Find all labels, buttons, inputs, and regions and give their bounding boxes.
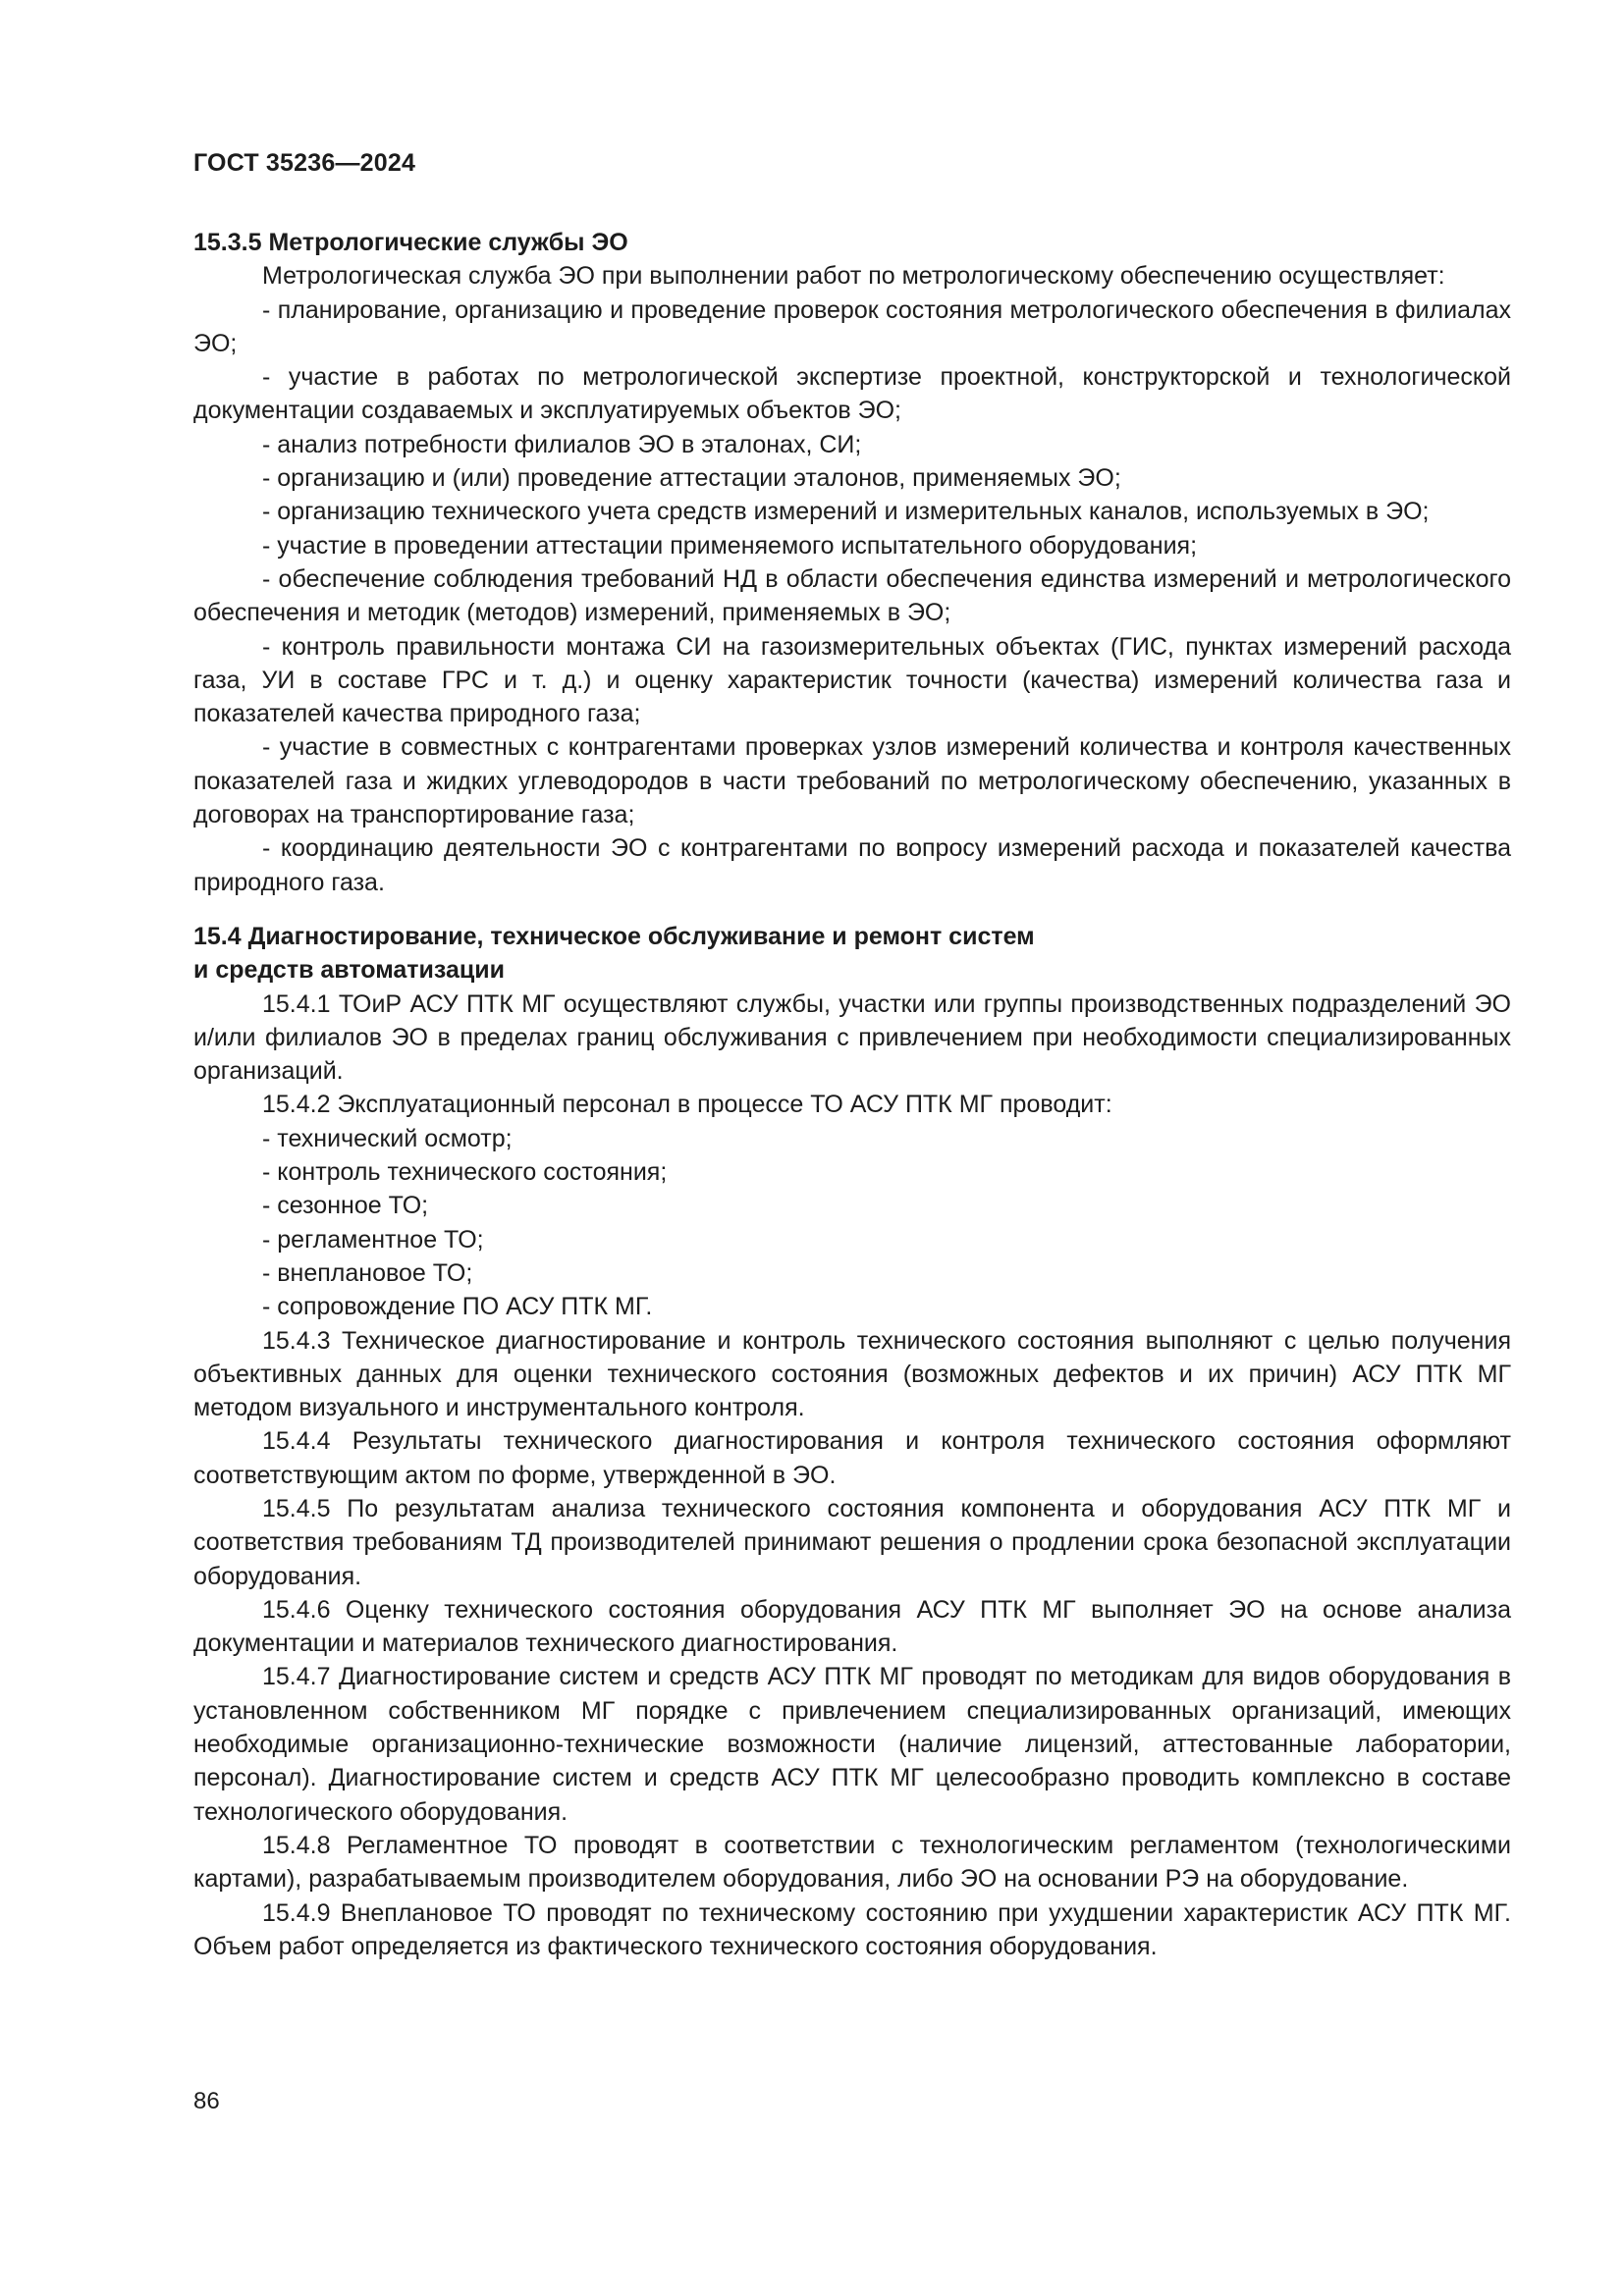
section-heading-15-4-line1: 15.4 Диагностирование, техническое обслуживание и ремонт систем (193, 922, 1035, 950)
paragraph: 15.4.1 ТОиР АСУ ПТК МГ осуществляют службы, участки или группы производственных подразделений ЭО и/или филиалов ЭО в пределах границ обслуживания с привлечением при необходимости специализированных организаций. (193, 989, 1511, 1086)
paragraph: 15.4.2 Эксплуатационный персонал в процессе ТО АСУ ПТК МГ проводит: (262, 1091, 1112, 1119)
paragraph: 15.4.6 Оценку технического состояния оборудования АСУ ПТК МГ выполняет ЭО на основе анализа документации и материалов технического диагностирования. (193, 1595, 1511, 1658)
list-item: - планирование, организацию и проведение проверок состояния метрологического обеспечения в филиалах ЭО; (193, 295, 1511, 357)
section-heading-15-4-line2: и средств автоматизации (193, 956, 505, 985)
list-item: - организацию технического учета средств измерений и измерительных каналов, используемых в ЭО; (262, 498, 1430, 526)
page-content (193, 226, 1511, 1963)
paragraph: 15.4.8 Регламентное ТО проводят в соответствии с технологическим регламентом (технологическими картами), разрабатываемым производителем оборудования, либо ЭО на основании РЭ на оборудование. (193, 1831, 1511, 1894)
list-item: - технический осмотр; (262, 1124, 513, 1152)
list-item: - регламентное ТО; (262, 1225, 484, 1254)
paragraph: 15.4.4 Результаты технического диагностирования и контроля технического состояния оформляют соответствующим актом по форме, утвержденной в ЭО. (193, 1427, 1511, 1489)
list-item: - внеплановое ТО; (262, 1258, 473, 1287)
paragraph: 15.4.9 Внеплановое ТО проводят по техническому состоянию при ухудшении характеристик АСУ ПТК МГ. Объем работ определяется из фактического технического состояния оборудования. (193, 1898, 1511, 1960)
paragraph: 15.4.3 Техническое диагностирование и контроль технического состояния выполняют с целью получения объективных данных для оценки технического состояния (возможных дефектов и их причин) АСУ ПТК МГ методом визуального и инструментального контроля. (193, 1326, 1511, 1422)
paragraph: 15.4.5 По результатам анализа технического состояния компонента и оборудования АСУ ПТК МГ и соответствия требованиям ТД производителей принимают решения о продлении срока безопасной эксплуатации оборудования. (193, 1494, 1511, 1590)
paragraph: Метрологическая служба ЭО при выполнении работ по метрологическому обеспечению осуществляет: (262, 262, 1445, 291)
page-number: 86 (193, 2088, 220, 2114)
list-item: - организацию и (или) проведение аттестации эталонов, применяемых ЭО; (262, 464, 1121, 493)
list-item: - обеспечение соблюдения требований НД в области обеспечения единства измерений и метрологического обеспечения и методик (методов) измерений, применяемых в ЭО; (193, 564, 1511, 627)
paragraph: 15.4.7 Диагностирование систем и средств АСУ ПТК МГ проводят по методикам для видов оборудования в установленном собственником МГ порядке с привлечением специализированных организаций, имеющих необходимые организационно-технические возможности (наличие лицензий, аттестованные лаборатории, персонал). Диагностирование систем и средств АСУ ПТК МГ целесообразно проводить комплексно в составе технологического оборудования. (193, 1663, 1511, 1826)
list-item: - контроль правильности монтажа СИ на газоизмерительных объектах (ГИС, пунктах измерений расхода газа, УИ в составе ГРС и т. д.) и оценку характеристик точности (качества) измерений количества газа и показателей качества природного газа; (193, 632, 1511, 728)
section-heading-15-3-5: 15.3.5 Метрологические службы ЭО (193, 229, 628, 256)
standard-code-header: ГОСТ 35236—2024 (193, 149, 416, 177)
list-item: - участие в совместных с контрагентами проверках узлов измерений количества и контроля качественных показателей газа и жидких углеводородов в части требований по метрологическому обеспечению, указанных в договорах на транспортирование газа; (193, 733, 1511, 829)
list-item: - координацию деятельности ЭО с контрагентами по вопросу измерений расхода и показателей качества природного газа. (193, 834, 1511, 896)
list-item: - анализ потребности филиалов ЭО в эталонах, СИ; (262, 430, 862, 458)
list-item: - сопровождение ПО АСУ ПТК МГ. (262, 1293, 653, 1321)
list-item: - сезонное ТО; (262, 1192, 429, 1220)
list-item: - контроль технического состояния; (262, 1158, 668, 1187)
list-item: - участие в работах по метрологической экспертизе проектной, конструкторской и технологической документации создаваемых и эксплуатируемых объектов ЭО; (193, 363, 1511, 425)
list-item: - участие в проведении аттестации применяемого испытательного оборудования; (262, 531, 1198, 560)
